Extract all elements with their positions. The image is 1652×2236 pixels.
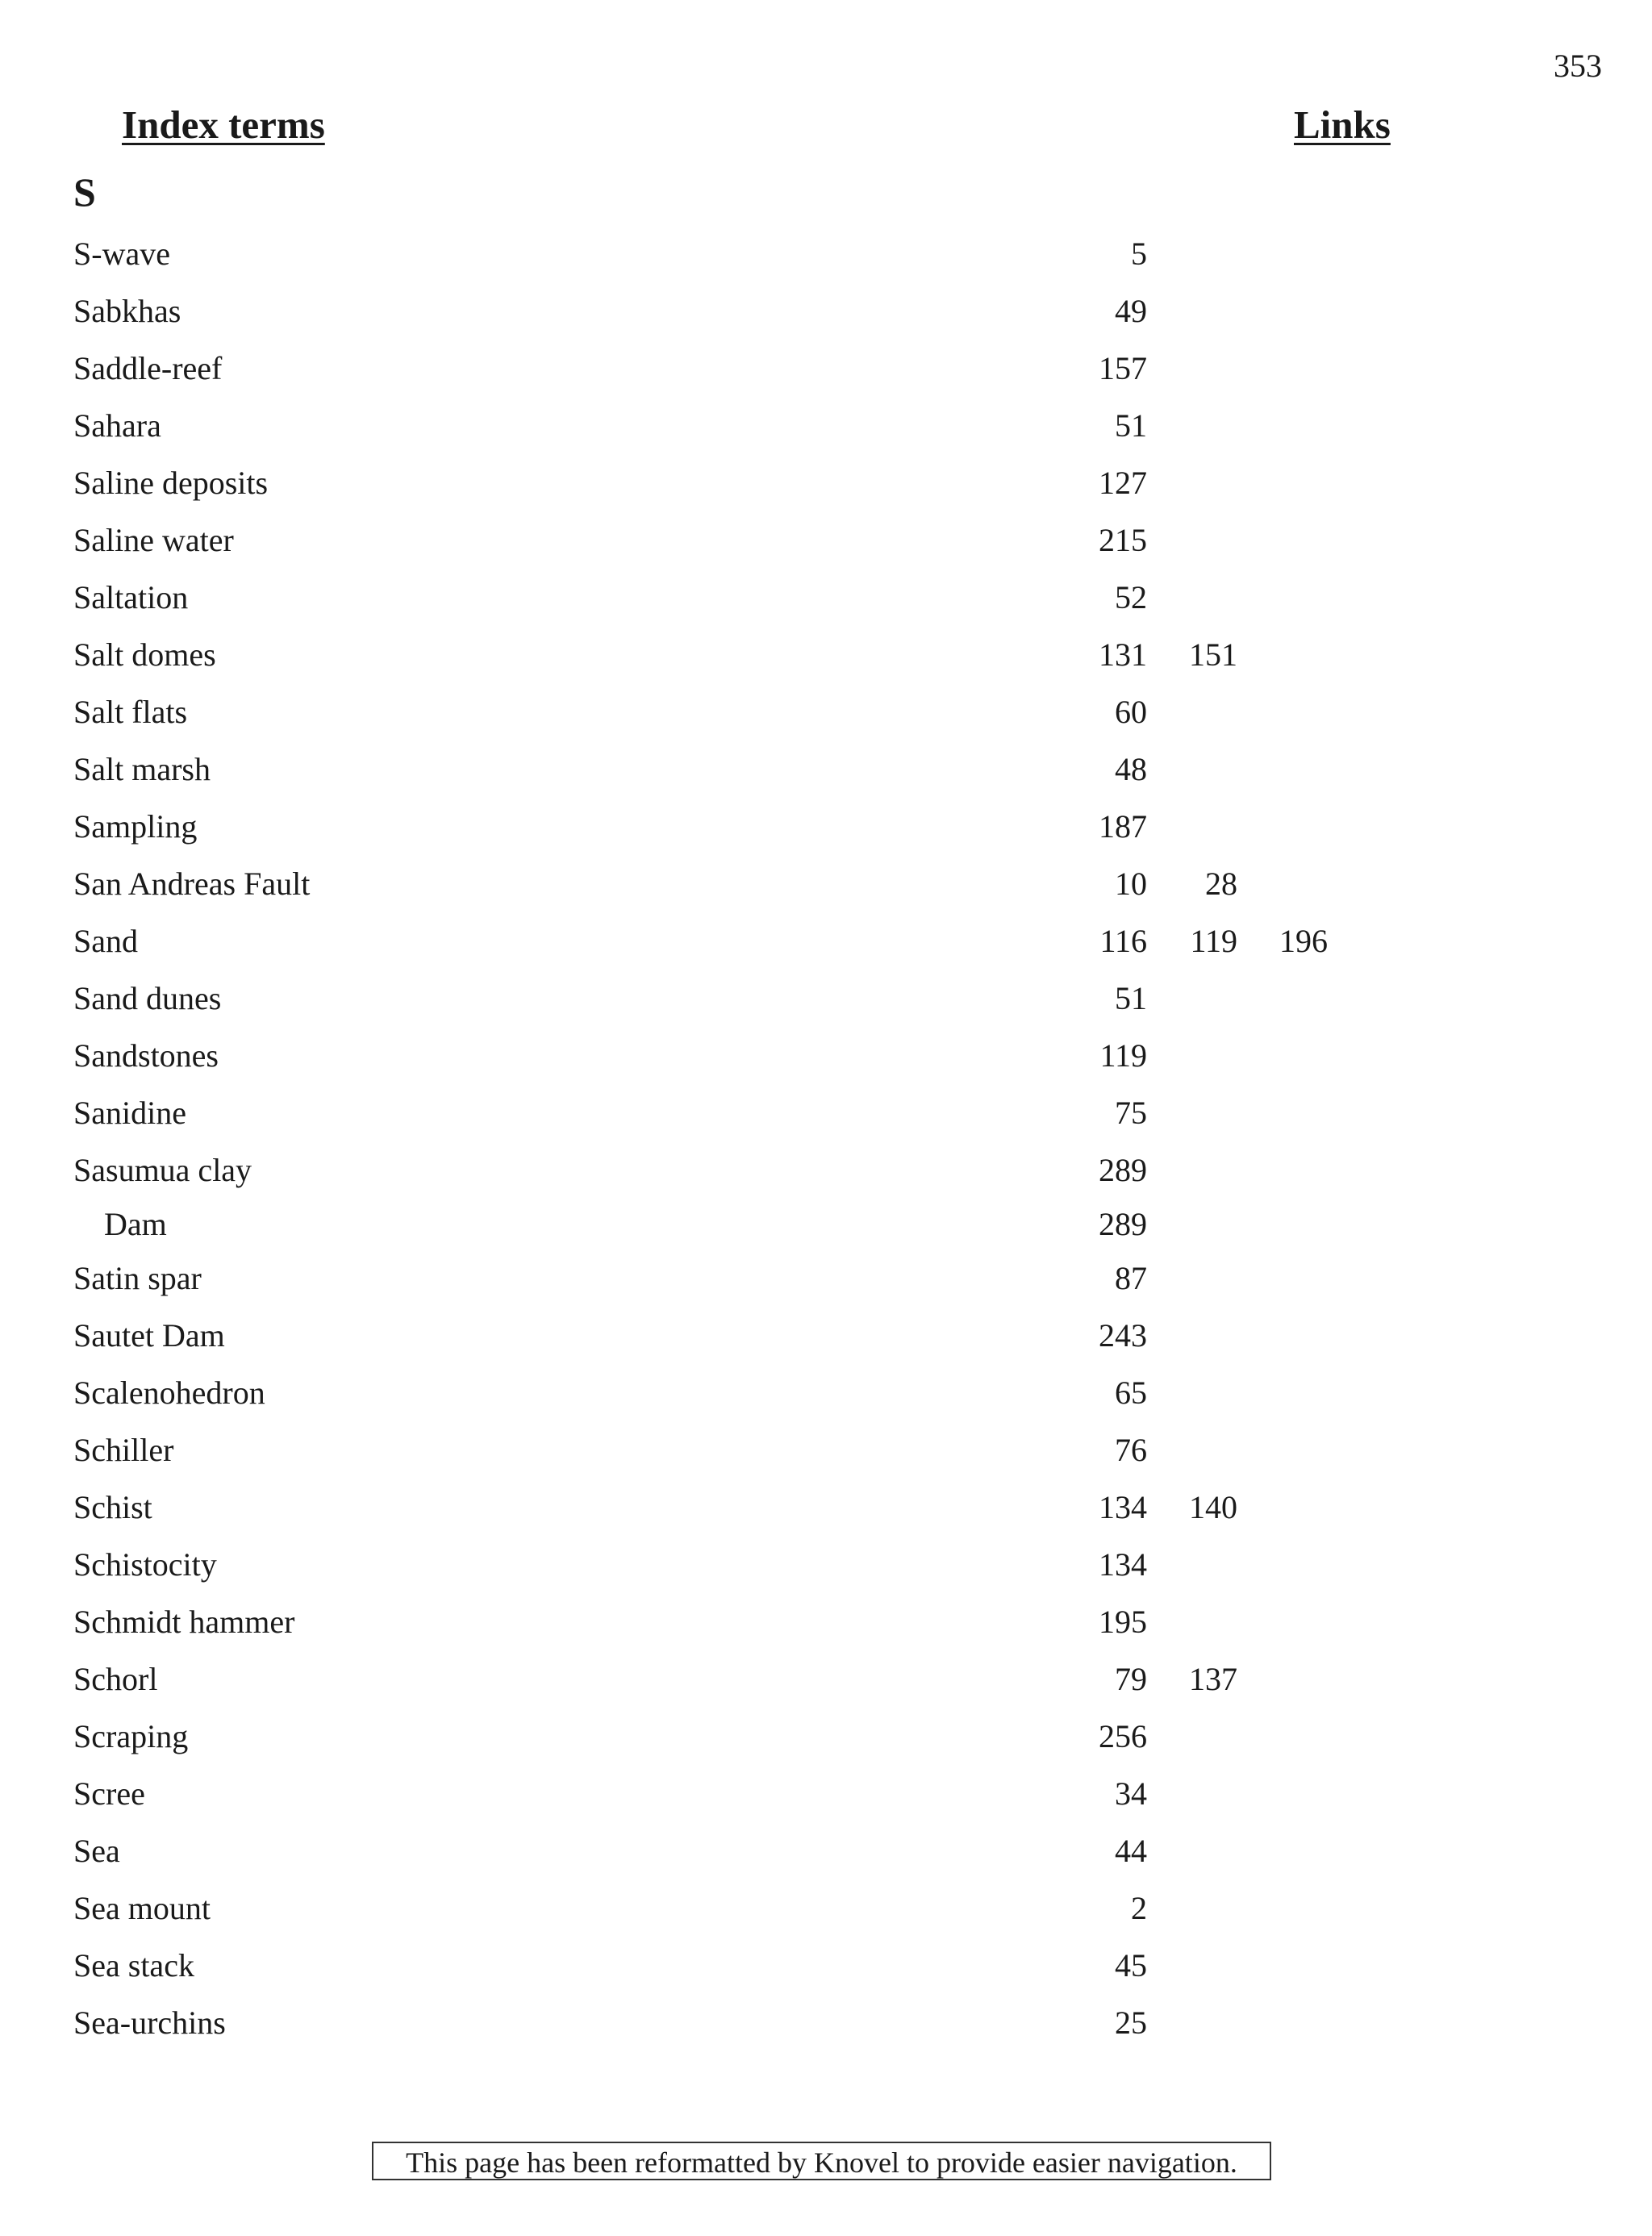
index-entry (73, 459, 1606, 516)
page-link[interactable]: 34 (1115, 1775, 1147, 1812)
page-link[interactable]: 10 (1115, 866, 1147, 902)
page-link[interactable]: 51 (1115, 980, 1147, 1016)
index-term: Scraping (73, 1718, 189, 1754)
index-entry (73, 1655, 1606, 1712)
page-link[interactable]: 76 (1115, 1432, 1147, 1468)
index-term: Sasumua clay (73, 1152, 252, 1188)
page-link[interactable]: 49 (1115, 293, 1147, 329)
page-link[interactable]: 51 (1115, 407, 1147, 444)
index-entry (73, 1254, 1606, 1312)
page-link[interactable]: 140 (1189, 1489, 1237, 1525)
index-entry (73, 1146, 1606, 1204)
index-entry (73, 287, 1606, 344)
index-entry (73, 688, 1606, 745)
page-link[interactable]: 256 (1099, 1718, 1147, 1754)
index-term: Sea-urchins (73, 2004, 226, 2041)
page-link[interactable]: 28 (1205, 866, 1237, 902)
page-link[interactable]: 215 (1099, 522, 1147, 558)
page-link[interactable]: 2 (1131, 1890, 1147, 1926)
index-entry (73, 344, 1606, 402)
index-term: Schorl (73, 1661, 158, 1697)
page-link[interactable]: 5 (1131, 236, 1147, 272)
index-entry (73, 1541, 1606, 1598)
page-link[interactable]: 243 (1099, 1317, 1147, 1354)
page-link[interactable]: 119 (1099, 1037, 1147, 1074)
index-entry (73, 1426, 1606, 1483)
index-term: Saline water (73, 522, 234, 558)
page-link[interactable]: 116 (1099, 923, 1147, 959)
page-link[interactable]: 52 (1115, 579, 1147, 615)
index-term: Schistocity (73, 1546, 217, 1583)
links-header: Links (1294, 102, 1391, 147)
index-term: Sabkhas (73, 293, 181, 329)
index-term: Sea (73, 1833, 120, 1869)
index-term: Satin spar (73, 1260, 202, 1296)
index-term: San Andreas Fault (73, 866, 311, 902)
index-entry (73, 1032, 1606, 1089)
index-entry (73, 402, 1606, 459)
page-link[interactable]: 75 (1115, 1095, 1147, 1131)
index-term: Sandstones (73, 1037, 219, 1074)
index-subentry (73, 1200, 1606, 1254)
index-entry (73, 1770, 1606, 1827)
index-entry (73, 1312, 1606, 1369)
page-link[interactable]: 48 (1115, 751, 1147, 787)
index-entry (73, 974, 1606, 1032)
page-link[interactable]: 44 (1115, 1833, 1147, 1869)
index-entry (73, 745, 1606, 803)
index-term: Sand (73, 923, 138, 959)
index-entry (73, 803, 1606, 860)
index-entry-list (73, 230, 1606, 2056)
index-term: Sautet Dam (73, 1317, 225, 1354)
page-number: 353 (1554, 48, 1602, 84)
page-link[interactable]: 134 (1099, 1546, 1147, 1583)
index-term: Sanidine (73, 1095, 186, 1131)
page-link[interactable]: 87 (1115, 1260, 1147, 1296)
index-term: Sampling (73, 808, 198, 845)
index-entry (73, 516, 1606, 574)
knovel-footer-note: This page has been reformatted by Knovel to provide easier navigation. (372, 2142, 1271, 2180)
page-link[interactable]: 131 (1099, 636, 1147, 673)
page-link[interactable]: 134 (1099, 1489, 1147, 1525)
page-link[interactable]: 157 (1099, 350, 1147, 386)
index-term: Salt marsh (73, 751, 211, 787)
page-link[interactable]: 196 (1279, 923, 1328, 959)
page-link[interactable]: 289 (1099, 1152, 1147, 1188)
index-term: Schmidt hammer (73, 1604, 295, 1640)
page-link[interactable]: 289 (1099, 1206, 1147, 1242)
page-link[interactable]: 151 (1189, 636, 1237, 673)
index-entry (73, 1999, 1606, 2056)
index-term: Saline deposits (73, 465, 269, 501)
index-term: Scalenohedron (73, 1375, 265, 1411)
page-link[interactable]: 45 (1115, 1947, 1147, 1984)
index-entry (73, 860, 1606, 917)
index-term: Saltation (73, 579, 189, 615)
index-term: S-wave (73, 236, 170, 272)
section-letter: S (73, 169, 96, 215)
index-term: Sea mount (73, 1890, 211, 1926)
page-link[interactable]: 127 (1099, 465, 1147, 501)
index-entry (73, 1483, 1606, 1541)
index-term: Sand dunes (73, 980, 222, 1016)
index-entry (73, 1942, 1606, 1999)
page-link[interactable]: 79 (1115, 1661, 1147, 1697)
page-link[interactable]: 137 (1189, 1661, 1237, 1697)
index-term: Schiller (73, 1432, 174, 1468)
index-term: Sahara (73, 407, 161, 444)
index-entry (73, 1712, 1606, 1770)
index-term: Saddle-reef (73, 350, 223, 386)
index-term: Dam (104, 1206, 167, 1242)
page-link[interactable]: 119 (1190, 923, 1237, 959)
index-entry (73, 230, 1606, 287)
page-link[interactable]: 60 (1115, 694, 1147, 730)
index-entry (73, 1598, 1606, 1655)
index-term: Salt flats (73, 694, 188, 730)
index-term: Sea stack (73, 1947, 194, 1984)
page-link[interactable]: 65 (1115, 1375, 1147, 1411)
index-entry (73, 1369, 1606, 1426)
index-terms-header: Index terms (122, 102, 325, 147)
index-term: Schist (73, 1489, 152, 1525)
index-term: Salt domes (73, 636, 216, 673)
index-entry (73, 574, 1606, 631)
index-entry (73, 1884, 1606, 1942)
page-link[interactable]: 195 (1099, 1604, 1147, 1640)
index-entry (73, 917, 1606, 974)
index-term: Scree (73, 1775, 145, 1812)
page-link[interactable]: 25 (1115, 2004, 1147, 2041)
index-entry (73, 631, 1606, 688)
page-link[interactable]: 187 (1099, 808, 1147, 845)
index-entry (73, 1089, 1606, 1146)
index-entry (73, 1827, 1606, 1884)
